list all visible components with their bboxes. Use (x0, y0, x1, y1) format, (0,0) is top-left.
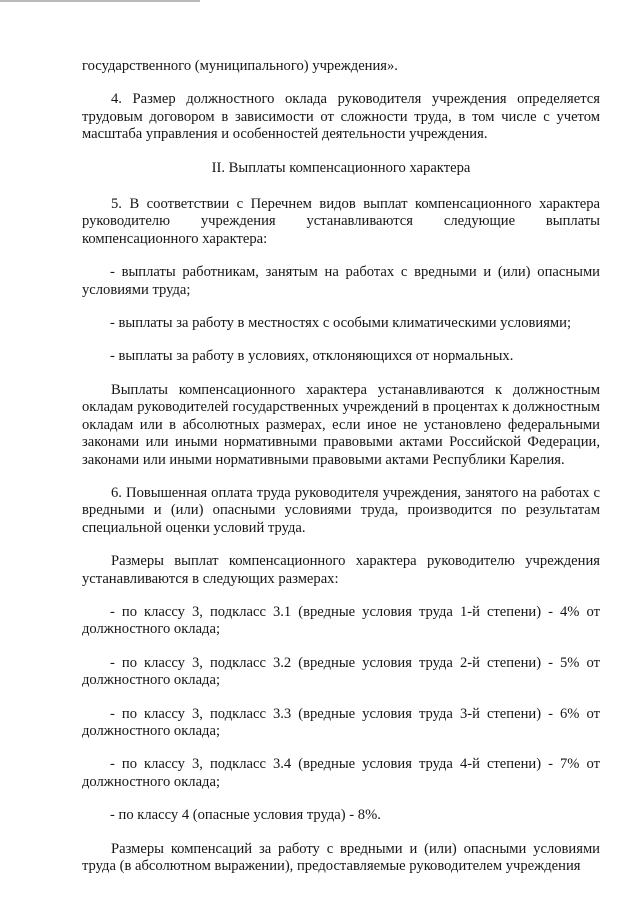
list-item-class-3-4: - по классу 3, подкласс 3.4 (вредные условия труда 4-й степени) - 7% от должностного оклада; (82, 756, 600, 790)
list-item-class-4: - по классу 4 (опасные условия труда) - 8%. (110, 807, 381, 824)
paragraph-payment-sizes: Размеры выплат компенсационного характера руководителю учреждения устанавливаются в следующих размерах: (82, 553, 600, 587)
paragraph-4: 4. Размер должностного оклада руководителя учреждения определяется трудовым договором в зависимости от сложности труда, в том числе с учетом масштаба управления и особенностей деятельности учреждения. (82, 91, 600, 143)
paragraph-continuation: государственного (муниципального) учреждения». (82, 58, 398, 74)
paragraph-6: 6. Повышенная оплата труда руководителя учреждения, занятого на работах с вредными и (или) опасными условиями труда, производится по результатам специальной оценки условий труда. (82, 484, 600, 536)
paragraph-compensation-sizes: Размеры компенсаций за работу с вредными и (или) опасными условиями труда (в абсолютном выражении), предоставляемые руководителем учреждения (82, 840, 600, 874)
list-item-abnormal-conditions: - выплаты за работу в условиях, отклоняющихся от нормальных. (110, 348, 514, 365)
list-item-harmful-conditions: - выплаты работникам, занятым на работах с вредными и (или) опасными условиями труда; (82, 264, 600, 298)
section-heading: II. Выплаты компенсационного характера (211, 159, 471, 176)
list-item-class-3-2: - по классу 3, подкласс 3.2 (вредные условия труда 2-й степени) - 5% от должностного оклада; (82, 654, 600, 689)
scan-top-edge (0, 0, 200, 2)
list-item-climatic-conditions: - выплаты за работу в местностях с особыми климатическими условиями; (110, 315, 572, 332)
list-item-class-3-1: - по классу 3, подкласс 3.1 (вредные условия труда 1-й степени) - 4% от должностного оклада; (82, 603, 600, 638)
list-item-class-3-3: - по классу 3, подкласс 3.3 (вредные условия труда 3-й степени) - 6% от должностного оклада; (82, 705, 600, 739)
paragraph-compensation-payments: Выплаты компенсационного характера устанавливаются к должностным окладам руководителей государственных учреждений в процентах к должностным окладам или в абсолютных размерах, если иное не установлено федеральными законами или иными нормативными правовыми актами Российской Федерации, законами или иными нормативными правовыми актами Республики Карелия. (82, 381, 600, 468)
document-page (82, 58, 600, 875)
paragraph-5: 5. В соответствии с Перечнем видов выплат компенсационного характера руководителю учреждения устанавливаются следующие выплаты компенсационного характера: (82, 196, 600, 247)
